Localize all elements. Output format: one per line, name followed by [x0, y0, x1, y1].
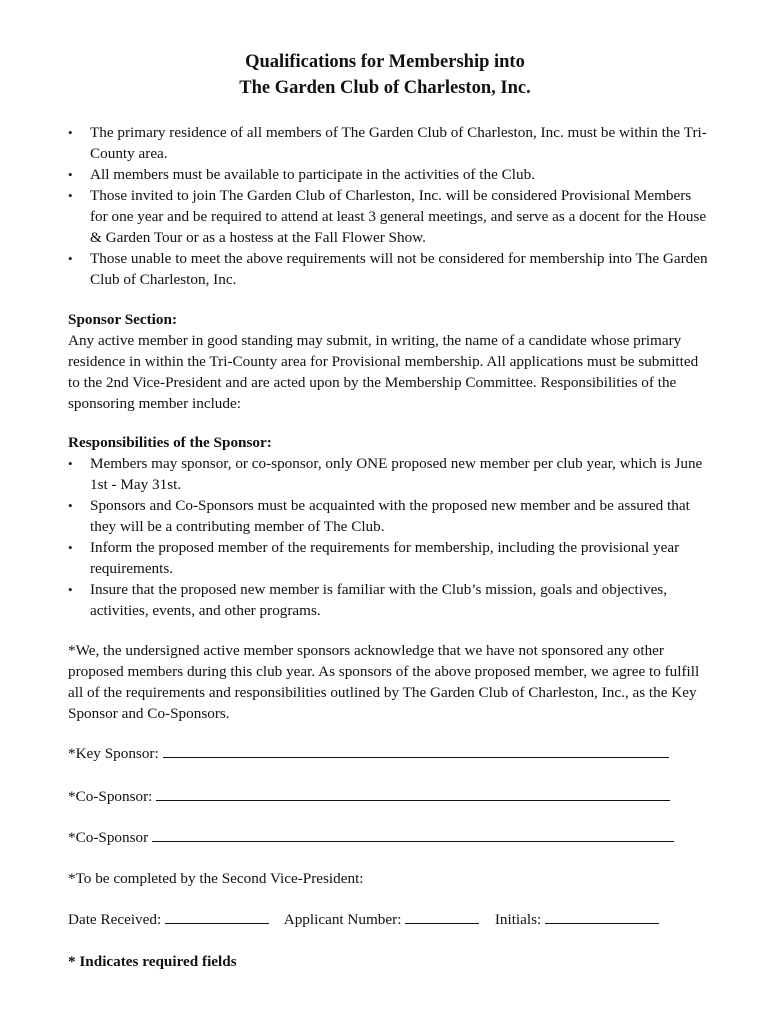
sponsor-section-heading: Sponsor Section: — [68, 311, 178, 328]
co-sponsor-2-row — [68, 827, 674, 848]
initials-field[interactable] — [545, 909, 659, 924]
key-sponsor-row — [68, 743, 669, 764]
applicant-number-field[interactable] — [405, 909, 479, 924]
list-item: • All members must be available to participate in the activities of the Club. — [68, 166, 535, 183]
page-title — [0, 49, 770, 101]
bullet-icon: • — [68, 125, 73, 140]
bullet-icon: • — [68, 498, 73, 513]
bullet-icon: • — [68, 540, 73, 555]
list-item: • Members may sponsor, or co-sponsor, only ONE proposed new member per club year, which is June 1st - May 31st. — [68, 455, 703, 493]
co-sponsor-1-row — [68, 786, 670, 807]
bullet-icon: • — [68, 167, 73, 182]
co-sponsor-2-label: *Co-Sponsor — [68, 829, 149, 846]
applicant-number-label: Applicant Number: — [283, 911, 402, 928]
bullet-icon: • — [68, 251, 73, 266]
initials-label: Initials: — [494, 911, 542, 928]
key-sponsor-field[interactable] — [163, 743, 669, 758]
list-item: • The primary residence of all members of The Garden Club of Charleston, Inc. must be within the Tri-County area. — [68, 124, 707, 162]
qualifications-list — [68, 122, 708, 290]
key-sponsor-label: *Key Sponsor: — [68, 745, 159, 762]
responsibilities-heading: Responsibilities of the Sponsor: — [68, 434, 272, 451]
list-item: • Insure that the proposed new member is familiar with the Club’s mission, goals and objectives, activities, events, and other programs. — [68, 581, 668, 619]
title-line-1: Qualifications for Membership into — [245, 52, 525, 72]
co-sponsor-1-field[interactable] — [156, 786, 670, 801]
co-sponsor-1-label: *Co-Sponsor: — [68, 788, 153, 805]
list-item: • Inform the proposed member of the requirements for membership, including the provisional year requirements. — [68, 539, 680, 577]
vp-note: *To be completed by the Second Vice-President: — [68, 870, 364, 887]
list-item: • Those invited to join The Garden Club of Charleston, Inc. will be considered Provisional Members for one year and be required to attend at least 3 general meetings, and serve as a docent for the House & Garden Tour or as a hostess at the Fall Flower Show. — [68, 187, 707, 246]
bullet-icon: • — [68, 582, 73, 597]
office-use-row — [68, 909, 659, 930]
sponsor-section-body: Any active member in good standing may submit, in writing, the name of a candidate whose primary residence in within the Tri-County area for Provisional membership. All applications must be submitted to the 2nd Vice-President and are acted upon by the Membership Committee. Responsibilities of the sponsoring member include: — [68, 332, 699, 412]
co-sponsor-2-field[interactable] — [152, 827, 674, 842]
date-received-label: Date Received: — [68, 911, 162, 928]
list-item: • Sponsors and Co-Sponsors must be acquainted with the proposed new member and be assured that they will be a contributing member of The Club. — [68, 497, 690, 535]
list-item: • Those unable to meet the above requirements will not be considered for membership into The Garden Club of Charleston, Inc. — [68, 250, 708, 288]
sponsor-section — [68, 309, 708, 414]
required-fields-note: * Indicates required fields — [68, 953, 237, 970]
date-received-field[interactable] — [165, 909, 269, 924]
bullet-icon: • — [68, 188, 73, 203]
acknowledgement-text: *We, the undersigned active member sponsors acknowledge that we have not sponsored any other proposed members during this club year. As sponsors of the above proposed member, we agree to fulfill all of the requirements and responsibilities outlined by The Garden Club of Charleston, Inc., as the Key Sponsor and Co-Sponsors. — [68, 642, 700, 722]
bullet-icon: • — [68, 456, 73, 471]
title-line-2: The Garden Club of Charleston, Inc. — [239, 78, 531, 98]
responsibilities-list — [68, 453, 708, 621]
